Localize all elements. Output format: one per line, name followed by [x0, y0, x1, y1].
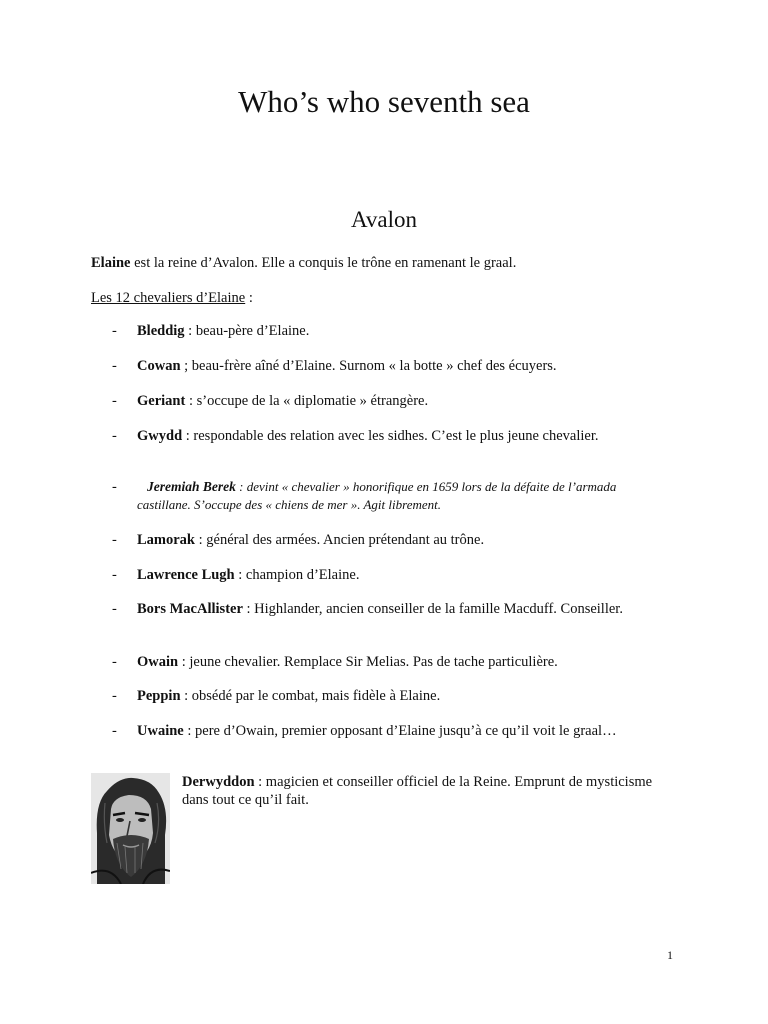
knight-desc: : devint « chevalier » honorifique en 1659 lors de la défaite de l’armada castillane. S’occupe des « chiens de mer ». Agit librement. [137, 479, 617, 512]
knight-name: Bors MacAllister [137, 601, 243, 617]
list-item [112, 687, 652, 705]
list-item [112, 566, 652, 584]
bullet-dash: - [112, 601, 117, 617]
knight-desc: : beau-père d’Elaine. [184, 323, 310, 339]
list-item [112, 478, 652, 514]
intro-paragraph [91, 254, 516, 272]
knight-name: Gwydd [137, 428, 183, 444]
knights-heading [91, 289, 253, 307]
bullet-dash: - [112, 428, 117, 444]
knight-name: Bleddig [137, 323, 185, 339]
list-item [112, 427, 652, 445]
knight-desc: : obsédé par le combat, mais fidèle à Elaine. [180, 688, 441, 704]
knight-name: Geriant [137, 393, 186, 409]
derwyddon-paragraph [182, 773, 662, 809]
knight-desc: ; beau-frère aîné d’Elaine. Surnom « la botte » chef des écuyers. [180, 358, 557, 374]
knight-desc: : général des armées. Ancien prétendant au trône. [195, 532, 485, 548]
document-title: Who’s who seventh sea [238, 84, 530, 119]
knights-heading-text: Les 12 chevaliers d’Elaine [91, 290, 246, 306]
knight-desc: : s’occupe de la « diplomatie » étrangère. [185, 393, 429, 409]
bullet-dash: - [112, 323, 117, 339]
knight-desc: : jeune chevalier. Remplace Sir Melias. Pas de tache particulière. [178, 654, 558, 670]
knight-name: Cowan [137, 358, 181, 374]
list-item [112, 392, 652, 410]
bullet-dash: - [112, 393, 117, 409]
bullet-dash: - [112, 567, 117, 583]
page-number: 1 [667, 948, 673, 962]
knight-desc: : respondable des relation avec les sidhes. C’est le plus jeune chevalier. [182, 428, 599, 444]
bullet-dash: - [112, 688, 117, 704]
knight-desc: : Highlander, ancien conseiller de la famille Macduff. Conseiller. [242, 601, 623, 617]
list-item [112, 357, 652, 375]
knight-name: Uwaine [137, 723, 184, 739]
knight-name: Peppin [137, 688, 181, 704]
knight-name: Lawrence Lugh [137, 567, 235, 583]
derwyddon-portrait-image [91, 773, 170, 884]
knight-desc: : champion d’Elaine. [234, 567, 360, 583]
derwyddon-desc: : magicien et conseiller officiel de la Reine. Emprunt de mysticisme dans tout ce qu’il fait. [182, 774, 653, 808]
bullet-dash: - [112, 358, 117, 374]
list-item [112, 722, 652, 740]
intro-text: est la reine d’Avalon. Elle a conquis le trône en ramenant le graal. [130, 255, 517, 271]
bullet-dash: - [112, 479, 117, 495]
derwyddon-name: Derwyddon [182, 774, 255, 790]
list-item [112, 531, 652, 549]
knights-heading-colon: : [245, 290, 253, 306]
knight-name: Lamorak [137, 532, 195, 548]
list-item [112, 653, 652, 671]
bullet-dash: - [112, 532, 117, 548]
knight-desc: : pere d’Owain, premier opposant d’Elaine jusqu’à ce qu’il voit le graal… [183, 723, 617, 739]
section-title-avalon: Avalon [350, 207, 417, 232]
list-item [112, 322, 652, 340]
intro-name: Elaine [91, 255, 131, 271]
list-item [112, 600, 652, 618]
bullet-dash: - [112, 654, 117, 670]
knight-name: Jeremiah Berek [147, 479, 236, 494]
bullet-dash: - [112, 723, 117, 739]
knight-name: Owain [137, 654, 179, 670]
